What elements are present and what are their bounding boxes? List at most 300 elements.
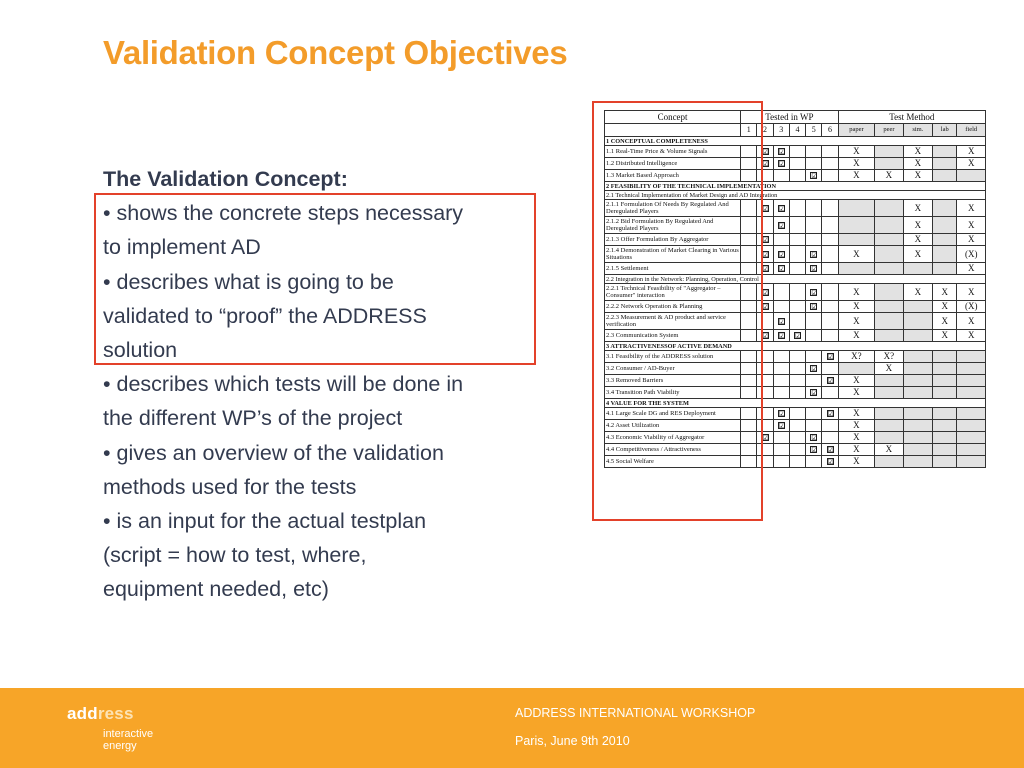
wp-cell: [789, 387, 805, 399]
wp-cell: [806, 246, 822, 263]
wp-cell: [741, 200, 757, 217]
wp-cell: [757, 158, 773, 170]
method-cell: X: [933, 301, 957, 313]
wp-cell: [789, 217, 805, 234]
method-cell: [933, 170, 957, 182]
wp-cell: [757, 408, 773, 420]
concept-label: 4.4 Competitiveness / Attractiveness: [605, 444, 741, 456]
method-cell: [875, 432, 903, 444]
checkbox-icon: ☑: [778, 410, 786, 418]
wp-cell: [806, 330, 822, 342]
wp-cell: [789, 375, 805, 387]
wp-cell: [741, 263, 757, 275]
wp-cell: [757, 375, 773, 387]
method-cell: [957, 363, 986, 375]
method-cell: [957, 444, 986, 456]
wp-cell: [757, 146, 773, 158]
wp-cell: [773, 170, 789, 182]
checkbox-icon: ☑: [811, 434, 818, 442]
method-cell: X: [838, 420, 875, 432]
checkbox-icon: ☑: [778, 265, 786, 273]
method-col-header: field: [957, 124, 986, 137]
checkbox-icon: ☑: [762, 160, 769, 168]
concept-label: 2.1.2 Bid Formulation By Regulated And Deregulated Players: [605, 217, 741, 234]
concept-label: 3.3 Removed Barriers: [605, 375, 741, 387]
method-cell: [838, 200, 875, 217]
method-cell: [875, 263, 903, 275]
method-col-header: sim.: [903, 124, 932, 137]
wp-cell: [741, 284, 757, 301]
wp-cell: [806, 387, 822, 399]
table-row: [605, 313, 986, 330]
concept-label: 3.4 Transition Path Viability: [605, 387, 741, 399]
wp-cell: [773, 432, 789, 444]
method-cell: X: [875, 170, 903, 182]
method-header: Test Method: [838, 111, 985, 124]
wp-cell: [789, 408, 805, 420]
method-cell: X: [957, 217, 986, 234]
wp-cell: [757, 234, 773, 246]
method-cell: [933, 456, 957, 468]
wp-header: Tested in WP: [741, 111, 839, 124]
wp-cell: [822, 217, 838, 234]
wp-cell: [741, 456, 757, 468]
method-cell: [875, 387, 903, 399]
concept-label: 2.1.3 Offer Formulation By Aggregator: [605, 234, 741, 246]
concept-label: 2.1.4 Demonstration of Market Clearing in Various Situations: [606, 247, 739, 261]
table-row: [605, 284, 986, 301]
footer-date: Paris, June 9th 2010: [515, 734, 630, 748]
checkbox-icon: ☑: [762, 303, 769, 311]
wp-cell: [806, 200, 822, 217]
wp-cell: [773, 263, 789, 275]
wp-cell: [757, 387, 773, 399]
wp-cell: [789, 420, 805, 432]
method-cell: [875, 330, 903, 342]
table-row: [605, 330, 986, 342]
table-row: [605, 363, 986, 375]
table-row: [605, 275, 986, 284]
wp-cell: [822, 456, 838, 468]
method-cell: [933, 246, 957, 263]
wp-cell: [806, 432, 822, 444]
body-line: solution: [103, 338, 178, 363]
method-cell: X: [875, 444, 903, 456]
wp-cell: [789, 263, 805, 275]
wp-cell: [757, 217, 773, 234]
method-cell: X: [838, 170, 875, 182]
wp-cell: [757, 363, 773, 375]
wp-col-header: 3: [773, 124, 789, 137]
wp-cell: [806, 456, 822, 468]
method-cell: X?: [838, 351, 875, 363]
method-cell: [875, 200, 903, 217]
method-cell: X: [957, 146, 986, 158]
wp-cell: [741, 158, 757, 170]
wp-col-header: 4: [789, 124, 805, 137]
wp-cell: [822, 146, 838, 158]
wp-cell: [806, 351, 822, 363]
wp-cell: [773, 200, 789, 217]
wp-cell: [822, 301, 838, 313]
section-label: 2 FEASIBILITY OF THE TECHNICAL IMPLEMENTATION: [605, 182, 986, 191]
wp-cell: [757, 456, 773, 468]
wp-cell: [789, 246, 805, 263]
body-line: validated to “proof” the ADDRESS: [103, 303, 427, 328]
wp-cell: [822, 351, 838, 363]
method-cell: [838, 234, 875, 246]
checkbox-icon: ☑: [778, 204, 786, 213]
table-row: [605, 432, 986, 444]
body-heading: The Validation Concept:: [103, 167, 348, 191]
section-label: 3 ATTRACTIVENESSOF ACTIVE DEMAND: [605, 342, 986, 351]
concept-label: 2.1.1 Formulation Of Needs By Regulated And Deregulated Players: [605, 200, 741, 217]
method-cell: [933, 387, 957, 399]
method-cell: [933, 217, 957, 234]
checkbox-icon: ☑: [811, 389, 818, 397]
method-cell: X: [903, 234, 932, 246]
wp-cell: [822, 234, 838, 246]
table-row: [605, 375, 986, 387]
method-cell: (X): [957, 246, 986, 263]
method-cell: [933, 420, 957, 432]
wp-cell: [741, 330, 757, 342]
body-line: to implement AD: [103, 235, 261, 260]
concept-label: 1.3 Market Based Approach: [605, 170, 741, 182]
wp-cell: [822, 432, 838, 444]
concept-label: 4.5 Social Welfare: [605, 456, 741, 468]
wp-cell: [757, 432, 773, 444]
method-cell: [875, 375, 903, 387]
wp-cell: [822, 313, 838, 330]
method-cell: [933, 408, 957, 420]
header-blank: [605, 124, 741, 137]
checkbox-icon: ☑: [778, 422, 786, 430]
method-cell: [875, 284, 903, 301]
wp-cell: [806, 263, 822, 275]
checkbox-icon: ☑: [762, 265, 769, 273]
body-line: (script = how to test, where,: [103, 543, 367, 568]
wp-cell: [806, 158, 822, 170]
method-cell: [875, 408, 903, 420]
method-cell: X: [903, 146, 932, 158]
body-line: • gives an overview of the validation: [103, 440, 444, 465]
checkbox-icon: ☑: [762, 236, 769, 244]
checkbox-icon: ☑: [811, 288, 818, 297]
wp-cell: [773, 363, 789, 375]
method-cell: X: [838, 146, 875, 158]
wp-cell: [741, 444, 757, 456]
table-row: [605, 408, 986, 420]
wp-cell: [773, 158, 789, 170]
method-cell: [903, 301, 932, 313]
wp-cell: [789, 200, 805, 217]
wp-cell: [741, 363, 757, 375]
wp-col-header: 5: [806, 124, 822, 137]
method-cell: [875, 301, 903, 313]
wp-cell: [789, 444, 805, 456]
logo-text-part2: ress: [97, 704, 134, 723]
concept-label: 4.2 Asset Utilization: [605, 420, 741, 432]
wp-cell: [757, 301, 773, 313]
method-cell: [875, 217, 903, 234]
method-cell: [838, 263, 875, 275]
table-row: [605, 444, 986, 456]
method-cell: X: [933, 330, 957, 342]
method-cell: X: [957, 284, 986, 301]
method-cell: X: [838, 375, 875, 387]
logo-tagline-line2: energy: [103, 740, 137, 752]
wp-cell: [789, 351, 805, 363]
wp-cell: [806, 444, 822, 456]
wp-cell: [757, 351, 773, 363]
method-cell: [875, 246, 903, 263]
method-cell: X?: [875, 351, 903, 363]
method-cell: [957, 420, 986, 432]
table-row: [605, 158, 986, 170]
wp-cell: [789, 301, 805, 313]
method-cell: [957, 387, 986, 399]
concept-label: 2.2.2 Network Operation & Planning: [605, 301, 741, 313]
table-row: [605, 399, 986, 408]
wp-cell: [773, 301, 789, 313]
wp-cell: [741, 420, 757, 432]
method-cell: [957, 170, 986, 182]
method-cell: X: [903, 158, 932, 170]
method-cell: [933, 158, 957, 170]
method-cell: [957, 408, 986, 420]
wp-cell: [822, 284, 838, 301]
concept-label: 2.1.5 Settlement: [605, 263, 741, 275]
wp-cell: [757, 330, 773, 342]
wp-cell: [806, 408, 822, 420]
section-label: 4 VALUE FOR THE SYSTEM: [605, 399, 986, 408]
table-row: [605, 387, 986, 399]
method-cell: (X): [957, 301, 986, 313]
method-cell: [957, 375, 986, 387]
table-row: [605, 263, 986, 275]
table-row: [605, 234, 986, 246]
wp-cell: [773, 234, 789, 246]
method-cell: [903, 263, 932, 275]
checkbox-icon: ☑: [811, 303, 818, 311]
concept-label: 2.2.3 Measurement & AD product and service verification: [605, 313, 741, 330]
body-line: • describes which tests will be done in: [103, 372, 464, 397]
wp-cell: [789, 330, 805, 342]
method-cell: X: [957, 263, 986, 275]
wp-cell: [757, 200, 773, 217]
wp-cell: [822, 444, 838, 456]
method-cell: X: [838, 301, 875, 313]
checkbox-icon: ☑: [827, 458, 834, 466]
wp-cell: [757, 420, 773, 432]
wp-cell: [741, 408, 757, 420]
wp-cell: [741, 375, 757, 387]
method-cell: [933, 375, 957, 387]
method-cell: X: [933, 284, 957, 301]
footer-bar: [0, 688, 1024, 768]
table-row: [605, 351, 986, 363]
wp-cell: [741, 146, 757, 158]
method-cell: [933, 234, 957, 246]
method-cell: [957, 432, 986, 444]
wp-cell: [789, 456, 805, 468]
checkbox-icon: ☑: [827, 410, 834, 418]
wp-cell: [773, 387, 789, 399]
wp-cell: [741, 387, 757, 399]
wp-col-header: 2: [757, 124, 773, 137]
wp-cell: [757, 246, 773, 263]
method-cell: [933, 432, 957, 444]
logo-tagline-line1: interactive: [103, 728, 154, 740]
method-cell: X: [957, 330, 986, 342]
wp-cell: [773, 246, 789, 263]
method-cell: [903, 387, 932, 399]
wp-cell: [822, 420, 838, 432]
table-row: [605, 301, 986, 313]
validation-table: [604, 110, 986, 468]
body-line: the different WP’s of the project: [103, 406, 403, 431]
method-cell: X: [957, 234, 986, 246]
wp-cell: [773, 217, 789, 234]
wp-cell: [741, 301, 757, 313]
wp-cell: [773, 408, 789, 420]
method-cell: [957, 351, 986, 363]
concept-label: 1.1 Real-Time Price & Volume Signals: [605, 146, 741, 158]
table-row: [605, 137, 986, 146]
wp-cell: [773, 146, 789, 158]
concept-label: 2.2.1 Technical Feasibility of "Aggregator – Consumer" interaction: [605, 284, 741, 301]
method-cell: [875, 420, 903, 432]
method-cell: [838, 217, 875, 234]
checkbox-icon: ☑: [811, 250, 818, 259]
method-cell: X: [838, 432, 875, 444]
wp-cell: [822, 200, 838, 217]
logo-text-part1: add: [67, 704, 98, 723]
concept-label: 4.3 Economic Viability of Aggregator: [605, 432, 741, 444]
method-cell: X: [838, 246, 875, 263]
table-row: [605, 182, 986, 191]
body-line: • is an input for the actual testplan: [103, 509, 427, 534]
method-cell: X: [903, 200, 932, 217]
method-cell: [933, 363, 957, 375]
checkbox-icon: ☑: [811, 365, 818, 373]
wp-cell: [806, 363, 822, 375]
method-col-header: paper: [838, 124, 875, 137]
method-cell: [875, 158, 903, 170]
checkbox-icon: ☑: [778, 160, 786, 168]
highlight-box-text: [94, 193, 536, 365]
checkbox-icon: ☑: [827, 353, 834, 361]
method-cell: X: [838, 158, 875, 170]
method-cell: X: [838, 456, 875, 468]
table-row: [605, 170, 986, 182]
wp-cell: [741, 351, 757, 363]
table-row: [605, 146, 986, 158]
wp-cell: [822, 246, 838, 263]
wp-cell: [773, 456, 789, 468]
method-cell: [903, 375, 932, 387]
method-cell: [903, 363, 932, 375]
wp-cell: [773, 375, 789, 387]
method-cell: [838, 363, 875, 375]
wp-cell: [806, 234, 822, 246]
method-cell: X: [903, 246, 932, 263]
wp-cell: [806, 284, 822, 301]
method-cell: X: [875, 363, 903, 375]
checkbox-icon: ☑: [762, 434, 769, 442]
concept-header: Concept: [605, 111, 741, 124]
method-cell: [903, 444, 932, 456]
wp-cell: [789, 284, 805, 301]
wp-cell: [741, 246, 757, 263]
wp-cell: [789, 432, 805, 444]
wp-cell: [822, 375, 838, 387]
method-cell: [903, 408, 932, 420]
checkbox-icon: ☑: [778, 317, 786, 326]
method-cell: [933, 263, 957, 275]
method-cell: [903, 313, 932, 330]
method-cell: [933, 444, 957, 456]
subsection-label: 2.1 Technical Implementation of Market Design and AD Integration: [605, 191, 986, 200]
wp-col-header: 6: [822, 124, 838, 137]
wp-cell: [822, 263, 838, 275]
method-cell: [933, 146, 957, 158]
method-cell: X: [957, 158, 986, 170]
slide-title: Validation Concept Objectives: [103, 34, 568, 71]
method-cell: [875, 146, 903, 158]
wp-cell: [773, 420, 789, 432]
table-row: [605, 456, 986, 468]
wp-cell: [741, 217, 757, 234]
wp-cell: [789, 158, 805, 170]
method-cell: [933, 351, 957, 363]
wp-cell: [773, 313, 789, 330]
wp-cell: [822, 387, 838, 399]
wp-cell: [773, 444, 789, 456]
checkbox-icon: ☑: [827, 446, 834, 454]
wp-cell: [822, 158, 838, 170]
wp-cell: [741, 170, 757, 182]
wp-cell: [822, 363, 838, 375]
wp-cell: [789, 146, 805, 158]
method-cell: [903, 420, 932, 432]
method-cell: [933, 200, 957, 217]
checkbox-icon: ☑: [762, 148, 769, 156]
wp-cell: [773, 351, 789, 363]
wp-cell: [757, 284, 773, 301]
method-col-header: lab: [933, 124, 957, 137]
wp-cell: [822, 408, 838, 420]
table-row: [605, 420, 986, 432]
wp-cell: [741, 432, 757, 444]
wp-cell: [741, 234, 757, 246]
method-cell: [903, 351, 932, 363]
body-line: • describes what is going to be: [103, 269, 394, 294]
checkbox-icon: ☑: [762, 204, 769, 213]
wp-cell: [806, 146, 822, 158]
method-cell: [875, 234, 903, 246]
method-cell: X: [838, 313, 875, 330]
body-line: • shows the concrete steps necessary: [103, 201, 464, 226]
wp-cell: [741, 313, 757, 330]
method-cell: X: [903, 217, 932, 234]
method-cell: X: [957, 200, 986, 217]
concept-label: 3.1 Feasibility of the ADDRESS solution: [605, 351, 741, 363]
footer-event: ADDRESS INTERNATIONAL WORKSHOP: [515, 706, 756, 720]
wp-cell: [806, 313, 822, 330]
body-line: equipment needed, etc): [103, 577, 329, 602]
